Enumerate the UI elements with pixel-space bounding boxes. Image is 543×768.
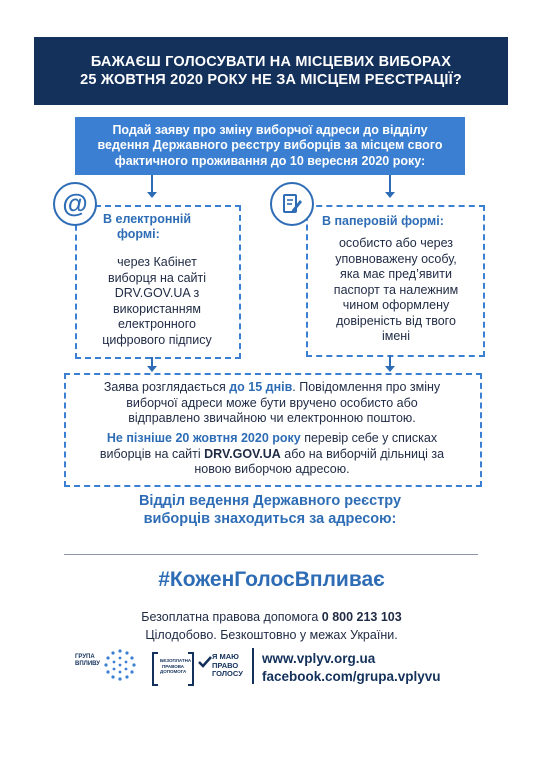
intro-line-3: фактичного проживання до 10 вересня 2020 року: (114, 153, 426, 168)
arrow-left-line (151, 175, 153, 193)
hashtag: #КоженГолосВпливає (158, 568, 385, 591)
facebook-link[interactable]: facebook.com/grupa.vplyvu (262, 669, 441, 684)
review-period: до 15 днів (229, 380, 293, 394)
arrow-right-line (389, 175, 391, 193)
legal-aid-logo: БЕЗОПЛАТНА ПРАВОВА ДОПОМОГА (152, 652, 194, 682)
deadline-text: Не пізніше 20 жовтня 2020 року (106, 431, 301, 445)
arrow-right-lower-head (385, 366, 395, 372)
intro-line-1: Подай заяву про зміну виборчої адреси до відділу (112, 122, 428, 137)
drv-site-text: DRV.GOV.UA (204, 446, 281, 461)
header-line-1: БАЖАЄШ ГОЛОСУВАТИ НА МІСЦЕВИХ ВИБОРАХ (90, 54, 452, 70)
arrow-right-head (385, 192, 395, 198)
document-pen-icon (280, 192, 304, 216)
electronic-description: через Кабінет виборця на сайті DRV.GOV.UA з використанням електронного цифрового підпису (102, 255, 212, 347)
intro-box (75, 117, 465, 175)
electronic-icon-circle (53, 182, 97, 226)
dots-circle-icon (103, 648, 137, 682)
paper-description: особисто або через уповноважену особу, яка має пред’явити паспорт та належним чином оформлену довіреність від твого імені (333, 236, 459, 343)
header-banner (34, 37, 508, 105)
arrow-left-head (147, 192, 157, 198)
maiu-pravo-holosu-logo: Я МАЮ ПРАВО ГОЛОСУ (198, 651, 248, 685)
checkmark-icon (198, 655, 212, 669)
grupa-vplyvu-logo: ГРУПА ВПЛИВУ (75, 646, 145, 688)
footer-divider (252, 648, 254, 684)
review-paragraph-1: Заява розглядається до 15 днів. Повідомлення про зміну виборчої адреси може бути вручено особисто або відправлено звичайною чи електронною поштою. (103, 380, 441, 425)
divider-line (64, 554, 478, 555)
review-paragraph-2: Не пізніше 20 жовтня 2020 року перевір себе у списках виборців на сайті DRV.GOV.UA або на виборчій дільниці за новою виборчою адресою. (99, 431, 445, 476)
footer-links (262, 650, 441, 686)
website-link[interactable]: www.vplyv.org.ua (262, 651, 376, 666)
paper-title: В паперовій формі: (322, 214, 444, 228)
address-heading: Відділ ведення Державного реєстру виборців знаходиться за адресою: (138, 493, 402, 527)
hotline-phone: 0 800 213 103 (321, 610, 402, 624)
paper-icon-circle (270, 182, 314, 226)
arrow-left-lower-head (147, 366, 157, 372)
electronic-title: В електронній формі: (103, 212, 192, 241)
header-line-2: 25 ЖОВТНЯ 2020 РОКУ НЕ ЗА МІСЦЕМ РЕЄСТРАЦІЇ? (80, 72, 462, 88)
legal-help: Безоплатна правова допомога 0 800 213 103 Цілодобово. Безкоштовно у межах України. (141, 610, 402, 642)
intro-line-2: ведення Державного реєстру виборців за місцем свого (97, 138, 443, 153)
at-sign-icon: @ (62, 188, 88, 218)
